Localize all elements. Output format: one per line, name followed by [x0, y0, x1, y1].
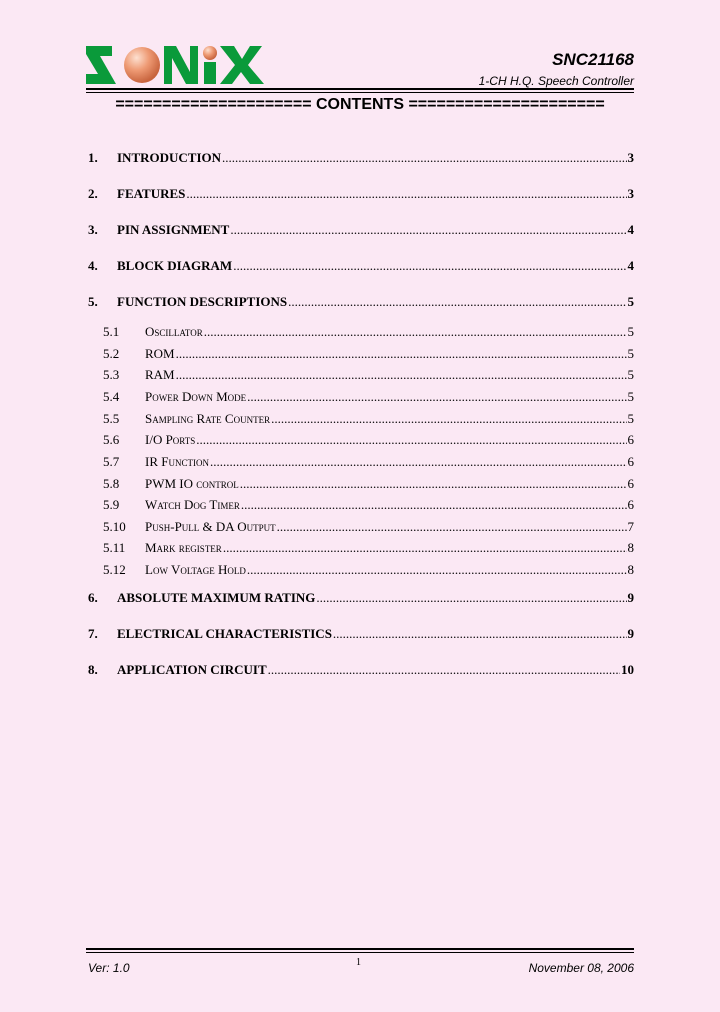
toc-entry[interactable]: [103, 389, 634, 405]
toc-number: 5.4: [103, 389, 120, 404]
toc-label: ELECTRICAL CHARACTERISTICS: [117, 626, 332, 641]
toc-leader: [333, 626, 627, 642]
sonix-logo: [86, 46, 264, 84]
toc-number: 1.: [88, 150, 98, 165]
toc-entry[interactable]: [103, 432, 634, 448]
toc-leader: [222, 150, 626, 166]
toc-leader: [247, 389, 626, 405]
toc-page: 9: [627, 590, 634, 605]
toc-entry[interactable]: [103, 497, 634, 513]
toc-leader: [223, 540, 627, 556]
footer-page-number: 1: [356, 957, 361, 968]
toc-entry[interactable]: [88, 222, 634, 238]
footer-rule: [86, 948, 634, 950]
toc-label: APPLICATION CIRCUIT: [117, 662, 267, 677]
toc-entry[interactable]: [103, 476, 634, 492]
toc-number: 5.9: [103, 497, 120, 512]
toc-leader: [288, 294, 626, 310]
toc-leader: [186, 186, 626, 202]
toc-entry[interactable]: [88, 294, 634, 310]
toc-leader: [204, 324, 627, 340]
toc-page: 6: [627, 497, 634, 512]
toc-number: 5.7: [103, 454, 120, 469]
footer-version: Ver: 1.0: [88, 961, 130, 975]
toc-label: IR Function: [145, 454, 209, 469]
toc-number: 5.: [88, 294, 98, 309]
toc-page: 6: [627, 454, 634, 469]
toc-page: 5: [627, 346, 634, 361]
toc-label: BLOCK DIAGRAM: [117, 258, 233, 273]
toc-leader: [240, 476, 627, 492]
toc-label: Low Voltage Hold: [145, 562, 246, 577]
toc-entry[interactable]: [103, 540, 634, 556]
toc-page: 8: [627, 540, 634, 555]
toc-number: 5.12: [103, 562, 126, 577]
toc-label: I/O Ports: [145, 432, 196, 447]
toc-entry[interactable]: [88, 150, 634, 166]
toc-label: Oscillator: [145, 324, 203, 339]
toc-entry[interactable]: [103, 411, 634, 427]
toc-page: 3: [627, 186, 634, 201]
toc-page: 6: [627, 432, 634, 447]
toc-leader: [210, 454, 627, 470]
toc-number: 5.3: [103, 367, 120, 382]
toc-number: 6.: [88, 590, 98, 605]
document-title: SNC21168: [552, 50, 634, 69]
toc-label: PIN ASSIGNMENT: [117, 222, 230, 237]
toc-page: 9: [627, 626, 634, 641]
toc-number: 5.6: [103, 432, 120, 447]
toc-entry[interactable]: [103, 346, 634, 362]
toc-entry[interactable]: [88, 258, 634, 274]
toc-label: INTRODUCTION: [117, 150, 222, 165]
toc-number: 4.: [88, 258, 98, 273]
toc-number: 5.1: [103, 324, 120, 339]
toc-leader: [271, 411, 626, 427]
toc-label: FUNCTION DESCRIPTIONS: [117, 294, 288, 309]
toc-number: 5.11: [103, 540, 126, 555]
toc-entry[interactable]: [103, 454, 634, 470]
toc-page: 5: [627, 294, 634, 309]
toc-leader: [247, 562, 627, 578]
toc-number: 3.: [88, 222, 98, 237]
header-rule: [86, 88, 634, 90]
toc-page: 5: [627, 367, 634, 382]
toc-number: 5.10: [103, 519, 126, 534]
toc-page: 5: [627, 324, 634, 339]
toc-entry[interactable]: [88, 590, 634, 606]
toc-label: Mark register: [145, 540, 222, 555]
toc-page: 5: [627, 411, 634, 426]
toc-leader: [241, 497, 627, 513]
toc-leader: [268, 662, 620, 678]
toc-entry[interactable]: [88, 662, 634, 678]
toc-number: 2.: [88, 186, 98, 201]
toc-label: Watch Dog Timer: [145, 497, 240, 512]
toc-page: 4: [627, 258, 634, 273]
footer-date: November 08, 2006: [528, 961, 634, 975]
toc-leader: [230, 222, 626, 238]
toc-entry[interactable]: [103, 367, 634, 383]
toc-number: 5.2: [103, 346, 120, 361]
toc-entry[interactable]: [103, 519, 634, 535]
toc-leader: [176, 346, 627, 362]
toc-label: RAM: [145, 367, 175, 382]
toc-leader: [196, 432, 626, 448]
toc-label: ABSOLUTE MAXIMUM RATING: [117, 590, 316, 605]
toc-number: 8.: [88, 662, 98, 677]
toc-label: PWM IO control: [145, 476, 239, 491]
toc-page: 7: [627, 519, 634, 534]
contents-heading: ===================== CONTENTS =====================: [115, 96, 605, 113]
document-subtitle: 1-CH H.Q. Speech Controller: [478, 74, 634, 88]
toc-page: 5: [627, 389, 634, 404]
toc-label: ROM: [145, 346, 175, 361]
toc-leader: [176, 367, 627, 383]
toc-page: 10: [621, 662, 634, 677]
toc-entry[interactable]: [103, 324, 634, 340]
toc-leader: [316, 590, 626, 606]
toc-entry[interactable]: [88, 186, 634, 202]
toc-number: 7.: [88, 626, 98, 641]
toc-page: 6: [627, 476, 634, 491]
toc-number: 5.8: [103, 476, 120, 491]
header-rule-thin: [86, 92, 634, 93]
toc-page: 4: [627, 222, 634, 237]
toc-label: Power Down Mode: [145, 389, 247, 404]
toc-label: Push-Pull & DA Output: [145, 519, 276, 534]
toc-leader: [233, 258, 626, 274]
toc-page: 8: [627, 562, 634, 577]
toc-entry[interactable]: [88, 626, 634, 642]
footer-rule-thin: [86, 952, 634, 953]
toc-number: 5.5: [103, 411, 120, 426]
toc-label: FEATURES: [117, 186, 186, 201]
toc-label: Sampling Rate Counter: [145, 411, 271, 426]
toc-leader: [277, 519, 627, 535]
toc-page: 3: [627, 150, 634, 165]
toc-entry[interactable]: [103, 562, 634, 578]
